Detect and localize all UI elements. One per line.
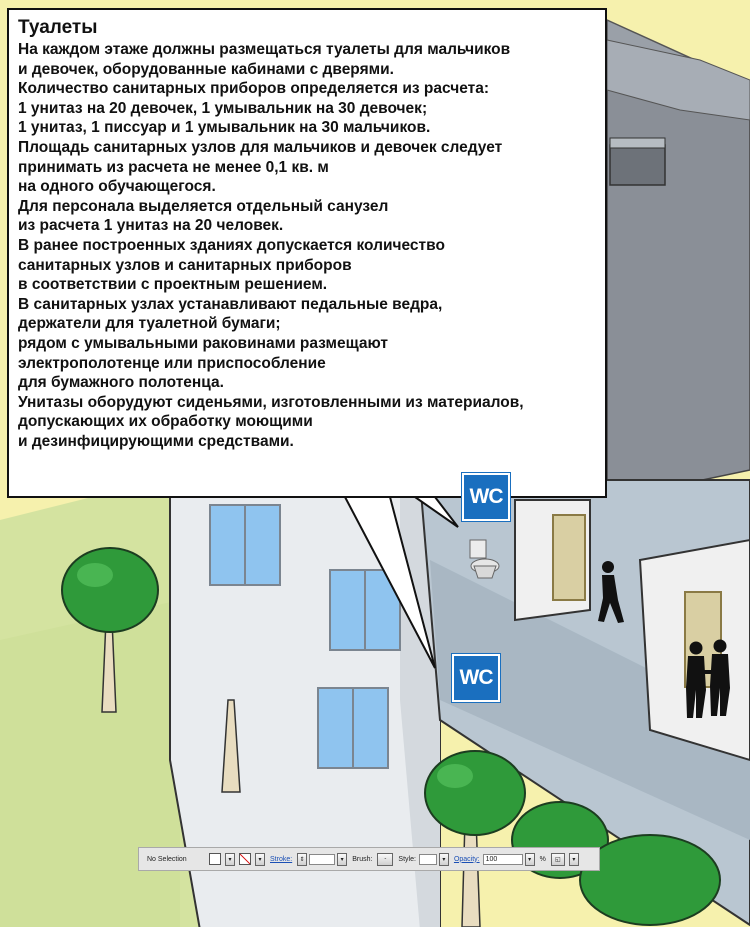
roof-vent-top (610, 138, 665, 148)
lawn-strip (0, 600, 180, 927)
selection-status: No Selection (147, 855, 187, 863)
callout-line: из расчета 1 унитаз на 20 человек. (18, 217, 284, 235)
style-dropdown[interactable]: ▾ (439, 853, 449, 866)
door-left (553, 515, 585, 600)
callout-line: принимать из расчета не менее 0,1 кв. м (18, 158, 329, 176)
callout-line: Количество санитарных приборов определяется из расчета: (18, 80, 490, 98)
callout-line: Площадь санитарных узлов для мальчиков и девочек следует (18, 138, 503, 156)
style-label: Style: (398, 855, 416, 863)
opacity-label[interactable]: Opacity: (453, 855, 480, 863)
graphic-styles-dropdown[interactable]: ▾ (569, 853, 579, 866)
callout-line: 1 унитаз на 20 девочек, 1 умывальник на 30 девочек; (18, 99, 428, 117)
info-callout (7, 8, 607, 498)
stroke-width-dropdown[interactable]: ▾ (337, 853, 347, 866)
stroke-label[interactable]: Stroke: (270, 855, 293, 863)
opacity-percent: % (539, 855, 546, 863)
callout-line: электрополотенце или приспособление (18, 354, 326, 372)
opacity-dropdown[interactable]: ▾ (525, 853, 535, 866)
fill-dropdown-arrow[interactable]: ▾ (225, 853, 235, 866)
callout-line: рядом с умывальными раковинами размещают (18, 334, 388, 352)
opacity-input[interactable]: 100 (483, 854, 523, 865)
style-input[interactable] (419, 854, 437, 865)
properties-toolbar (138, 847, 600, 871)
brush-dropdown[interactable]: - (377, 853, 393, 866)
callout-title: Туалеты (18, 17, 98, 38)
callout-line: Для персонала выделяется отдельный санузел (18, 197, 389, 215)
callout-line: В ранее построенных зданиях допускается количество (18, 236, 445, 254)
callout-line: 1 унитаз, 1 писсуар и 1 умывальник на 30 мальчиков. (18, 119, 431, 137)
callout-line: санитарных узлов и санитарных приборов (18, 256, 352, 274)
callout-text (18, 40, 596, 451)
stroke-width-input[interactable] (309, 854, 335, 865)
callout-line: в соответствии с проектным решением. (18, 276, 328, 294)
stroke-swatch[interactable] (239, 853, 251, 865)
callout-line: для бумажного полотенца. (18, 374, 224, 392)
fill-swatch[interactable] (209, 853, 221, 865)
graphic-styles-icon[interactable]: ◱ (551, 853, 565, 866)
callout-line: В санитарных узлах устанавливают педальные ведра, (18, 295, 443, 313)
brush-label: Brush: (352, 855, 373, 863)
wc-sign-upper: WC (462, 473, 510, 521)
callout-line: Унитазы оборудуют сиденьями, изготовленными из материалов, (18, 393, 524, 411)
stroke-color-dropdown[interactable]: ▾ (255, 853, 265, 866)
callout-line: и дезинфицирующими средствами. (18, 432, 294, 450)
callout-line: допускающих их обработку моющими (18, 413, 313, 431)
stroke-stepper[interactable]: ⇕ (297, 853, 307, 866)
callout-line: На каждом этаже должны размещаться туалеты для мальчиков (18, 41, 511, 58)
wc-sign-lower: WC (452, 654, 500, 702)
roof-vent (610, 145, 665, 185)
callout-line: и девочек, оборудованные кабинами с дверями. (18, 60, 394, 78)
callout-line: на одного обучающегося. (18, 178, 216, 196)
callout-line: держатели для туалетной бумаги; (18, 315, 281, 333)
